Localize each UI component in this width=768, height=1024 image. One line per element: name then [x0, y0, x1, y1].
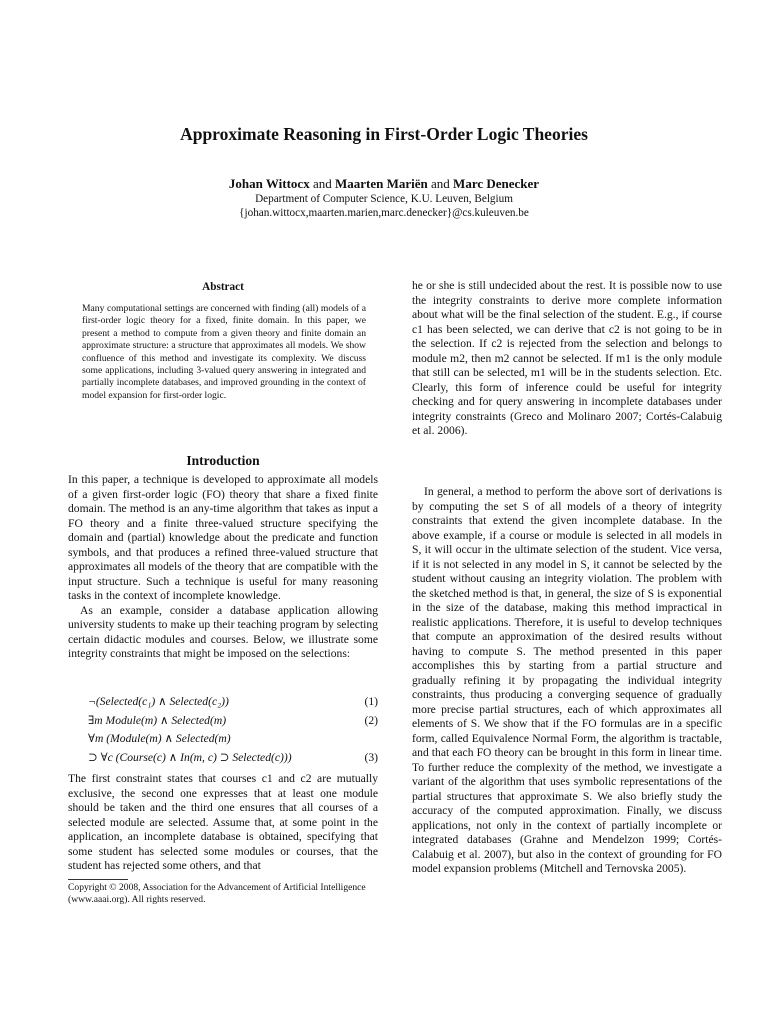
equation-row — [68, 730, 378, 749]
right-paragraph-2: In general, a method to perform the above sort of derivations is by computing the set S of all models of a theory of integrity constraints that extend the given incomplete database. In the above example, if a course or module is selected in all models in S, it will occur in the ultimate selection of the student. Vice versa, if it is not selected in any model in S, it cannot be selected by the student without causing an integrity violation. The problem with the sketched method is that, in general, the size of S is exponential in the size of the database, making this method impractical in realistic applications. Therefore, it is useful to develop techniques that compute an approximation of the desired results without having to compute S. The method presented in this paper accomplishes this by starting from a partial structure and gradually refining it by propagating the individual integrity constraints, thus producing a converging sequence of gradually more precise partial structures, each of which approximates all elements of S. We show that if the FO formulas are in a specific form, called Equivalence Normal Form, the algorithm is tractable, and that each FO theory can be brought in this form in linear time. To further reduce the complexity of the method, we investigate a variant of the algorithm that uses symbolic representations of the partial structures that approximate S. We also briefly study the accuracy of the computed approximation. Finally, we discuss applications, not only in the context of partially incomplete or integrated databases (Grahne and Mendelzon 1999; Cortés-Calabuig et al. 2007), but also in the context of grounding for FO model expansion problems (Mitchell and Ternovska 2005). — [412, 485, 722, 875]
author-separator: and — [431, 176, 450, 191]
abstract-heading: Abstract — [202, 281, 244, 293]
equation-number: (2) — [364, 713, 378, 727]
equation: ⊃ ∀c (Course(c) ∧ In(m, c) ⊃ Selected(c))) — [88, 750, 292, 764]
affiliation — [0, 192, 768, 220]
intro-paragraph-2: As an example, consider a database application allowing university students to make up their teaching program by selecting certain didactic modules and courses. Below, we illustrate some integrity constraints that might be imposed on the selections: — [68, 603, 378, 660]
right-paragraph-1: he or she is still undecided about the rest. It is possible now to use the integrity constraints to derive more complete information about what will be the final selection of the student. E.g., if course c1 has been selected, we can derive that c2 is not going to be in the selection. If c2 is rejected from the selection and belongs to module m2, then m2 cannot be selected. If m1 is the only module that still can be selected, m1 will be in the students selection. Etc. Clearly, this form of inference could be useful for integrity checking and for query answering in incomplete databases under integrity constraints (Greco and Molinaro 2007; Cortés-Calabuig et al. 2006). — [412, 279, 722, 437]
department: Department of Computer Science, K.U. Leuven, Belgium — [255, 193, 513, 205]
equation: ¬(Selected(c₁) ∧ Selected(c₂)) — [88, 695, 229, 708]
intro-paragraph-3: The first constraint states that courses c1 and c2 are mutually exclusive, the second one expresses that at least one module should be taken and the third one ensures that all courses of a selected module are selected. Assume that, at some point in the application, an incomplete database is obtained, specifying that some student has selected some modules or courses, that the student has rejected some others, and that — [68, 772, 378, 872]
intro-continued — [68, 772, 378, 874]
introduction-heading: Introduction — [186, 453, 260, 468]
equation-block — [68, 693, 378, 767]
author-1: Johan Wittocx — [228, 176, 310, 191]
equation-row — [68, 712, 378, 731]
right-column-bottom — [412, 485, 722, 877]
equation: ∀m (Module(m) ∧ Selected(m) — [88, 732, 231, 745]
author-emails: {johan.wittocx,maarten.marien,marc.denecker}@cs.kuleuven.be — [239, 207, 529, 219]
copyright-footnote: Copyright © 2008, Association for the Advancement of Artificial Intelligence (www.aaai.org). All rights reserved. — [68, 882, 366, 905]
equation-number: (3) — [364, 750, 378, 764]
right-column-top — [412, 279, 722, 439]
author-separator: and — [312, 176, 332, 191]
equation: ∃m Module(m) ∧ Selected(m) — [88, 713, 227, 727]
intro-paragraph-1: In this paper, a technique is developed to approximate all models of a given first-order logic (FO) theory that share a fixed finite domain. The method is an any-time algorithm that takes as input a FO theory and a finite three-valued structure specifying the domain and (partial) knowledge about the predicate and function symbols, and that produces a refined three-valued structure that approximates all models of the theory that are compatible with the input structure. Such a technique is useful for many reasoning tasks in the context of incomplete knowledge. — [68, 473, 378, 602]
author-line — [0, 176, 768, 192]
equation-row — [68, 749, 378, 768]
author-3: Marc Denecker — [453, 176, 540, 191]
footnote-rule — [68, 879, 128, 880]
author-2: Maarten Mariën — [334, 176, 428, 191]
equation-row — [68, 693, 378, 712]
abstract-text: Many computational settings are concerned with finding (all) models of a first-order logic theory for a fixed, finite domain. In this paper, we present a method to compute from a given theory and finite domain an approximate structure: a structure that approximates all models. We show confluence of this method and investigate its complexity. We discuss some applications, including 3-valued query answering in integrated and partially incomplete databases, and improved grounding in the context of model expansion for first-order logic. — [82, 303, 366, 401]
equation-number: (1) — [364, 695, 378, 708]
paper-title: Approximate Reasoning in First-Order Logic Theories — [180, 124, 588, 144]
intro-paragraphs — [68, 473, 378, 662]
